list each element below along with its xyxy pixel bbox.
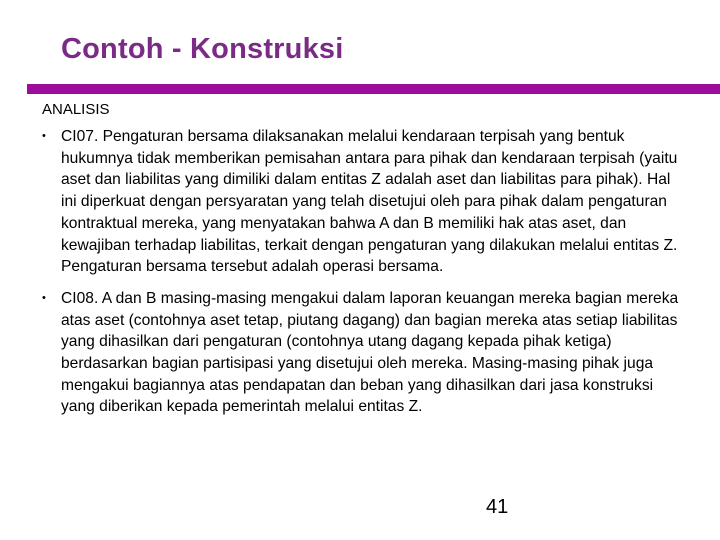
section-label: ANALISIS xyxy=(42,101,110,118)
bullet-marker: • xyxy=(42,291,46,304)
slide-title: Contoh - Konstruksi xyxy=(61,33,344,65)
page-number: 41 xyxy=(486,496,509,518)
bullet-item-ci07 xyxy=(42,126,682,278)
bullet-marker: • xyxy=(42,130,46,142)
bullet-text: CI07. Pengaturan bersama dilaksanakan melalui kendaraan terpisah yang bentuk hukumnya tidak memberikan pemisahan antara para pihak dan kendaraan terpisah (yaitu aset dan liabilitas yang dimiliki dalam entitas Z adalah aset dan liabilitas para pihak). Hal ini diperkuat dengan persyaratan yang telah disetujui oleh para pihak dalam pengaturan kontraktual mereka, yang menyatakan bahwa A dan B memiliki hak atas aset, dan kewajiban terhadap liabilitas, terkait dengan pengaturan yang dilakukan melalui entitas Z. Pengaturan bersama tersebut adalah operasi bersama. xyxy=(61,128,678,276)
bullet-item-ci08 xyxy=(42,288,682,418)
bullet-text: CI08. A dan B masing-masing mengakui dalam laporan keuangan mereka bagian mereka atas aset (contohnya aset tetap, piutang dagang) dan bagian mereka atas setiap liabilitas yang dihasilkan dari pengaturan (contohnya utang dagang kepada pihak ketiga) berdasarkan bagian partisipasi yang disetujui oleh mereka. Masing-masing pihak juga mengakui bagiannya atas pendapatan dan beban yang dihasilkan dari jasa konstruksi yang diberikan kepada pemerintah melalui entitas Z. xyxy=(61,289,679,416)
bullet-list xyxy=(42,126,682,428)
title-divider xyxy=(27,84,720,94)
